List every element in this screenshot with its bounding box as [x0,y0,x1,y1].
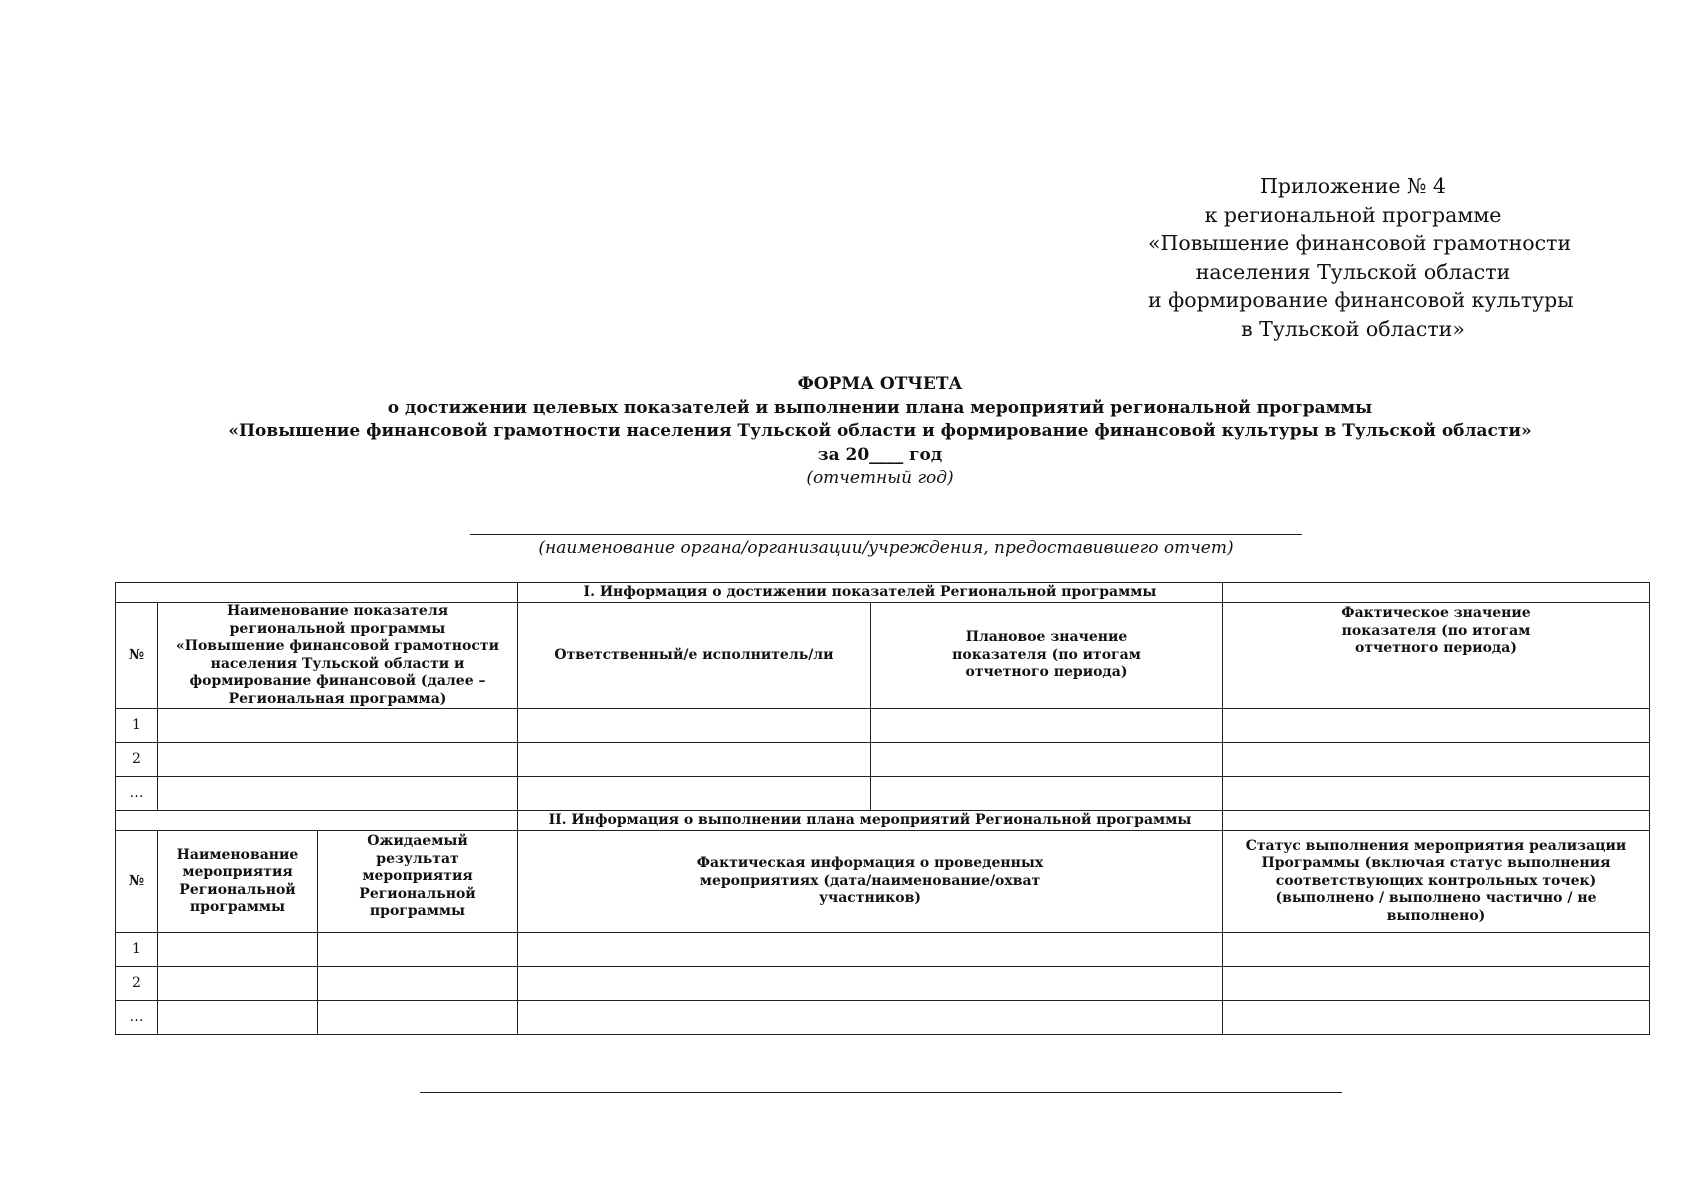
row-number: 1 [116,933,158,967]
org-name-line [470,534,1302,535]
section2-title: II. Информация о выполнении плана мероприятий Региональной программы [518,811,1223,831]
form-title: ФОРМА ОТЧЕТА [797,374,963,394]
section1-title: I. Информация о достижении показателей Региональной программы [518,583,1223,603]
cell-expected-result[interactable] [318,1001,518,1035]
cell-indicator-name[interactable] [158,777,518,811]
section2-title-left-cell [116,811,518,831]
form-program-name: «Повышение финансовой грамотности населения Тульской области и формирование финансовой культуры в Тульской области» [228,421,1532,441]
row-number: 2 [116,967,158,1001]
cell-indicator-name[interactable] [158,709,518,743]
header-actual-info: Фактическая информация о проведенных мероприятиях (дата/наименование/охват участников) [518,831,1223,933]
header-executor: Ответственный/е исполнитель/ли [518,603,871,709]
cell-event-name[interactable] [158,967,318,1001]
appendix-line: населения Тульской области [1195,259,1511,284]
table-row [116,777,1650,811]
cell-event-name[interactable] [158,933,318,967]
appendix-line: в Тульской области» [1241,316,1465,341]
table-row [116,967,1650,1001]
table-row [116,709,1650,743]
section1-title-right-cell [1223,583,1650,603]
report-table [115,582,1650,1035]
appendix-line: «Повышение финансовой грамотности [1148,231,1572,255]
cell-executor[interactable] [518,709,871,743]
row-number: 1 [116,709,158,743]
header-planned-value: Плановое значение показателя (по итогам отчетного периода) [871,603,1223,709]
cell-actual-info[interactable] [518,1001,1223,1035]
header-indicator-name: Наименование показателя региональной программы «Повышение финансовой грамотности населения Тульской области и формирование финансовой (далее – Региональная программа) [158,603,518,709]
cell-planned-value[interactable] [871,709,1223,743]
cell-actual-info[interactable] [518,933,1223,967]
header-status: Статус выполнения мероприятия реализации Программы (включая статус выполнения соответствующих контрольных точек) (выполнено / выполнено частично / не выполнено) [1223,831,1650,933]
table-row [116,1001,1650,1035]
cell-actual-info[interactable] [518,967,1223,1001]
cell-expected-result[interactable] [318,933,518,967]
cell-indicator-name[interactable] [158,743,518,777]
cell-status[interactable] [1223,933,1650,967]
cell-planned-value[interactable] [871,777,1223,811]
bottom-separator-line [420,1092,1342,1093]
form-year-hint: (отчетный год) [806,468,954,488]
cell-event-name[interactable] [158,1001,318,1035]
table-row [116,933,1650,967]
row-number: … [116,1001,158,1035]
cell-executor[interactable] [518,743,871,777]
cell-status[interactable] [1223,1001,1650,1035]
appendix-line: к региональной программе [1204,202,1502,227]
table-row [116,743,1650,777]
cell-status[interactable] [1223,967,1650,1001]
section2-title-row [116,811,1650,831]
section1-title-left-cell [116,583,518,603]
section1-header-row [116,603,1650,709]
form-title-block [200,373,1560,491]
section2-title-right-cell [1223,811,1650,831]
section2-header-row [116,831,1650,933]
form-subtitle: о достижении целевых показателей и выполнении плана мероприятий региональной программы [387,397,1373,418]
section1-title-row [116,583,1650,603]
appendix-line: и формирование финансовой культуры [1148,288,1574,312]
header-number: № [116,831,158,933]
appendix-header [1148,172,1574,343]
appendix-line: Приложение № 4 [1260,174,1446,198]
cell-actual-value[interactable] [1223,743,1650,777]
row-number: … [116,777,158,811]
form-year-line: за 20____ год [817,444,943,465]
header-actual-value: Фактическое значение показателя (по итогам отчетного периода) [1223,603,1650,709]
cell-actual-value[interactable] [1223,777,1650,811]
org-name-caption: (наименование органа/организации/учреждения, предоставившего отчет) [538,538,1234,558]
cell-actual-value[interactable] [1223,709,1650,743]
cell-expected-result[interactable] [318,967,518,1001]
header-expected-result: Ожидаемый результат мероприятия Региональной программы [318,831,518,933]
header-event-name: Наименование мероприятия Региональной программы [158,831,318,933]
cell-planned-value[interactable] [871,743,1223,777]
header-number: № [116,603,158,709]
cell-executor[interactable] [518,777,871,811]
row-number: 2 [116,743,158,777]
